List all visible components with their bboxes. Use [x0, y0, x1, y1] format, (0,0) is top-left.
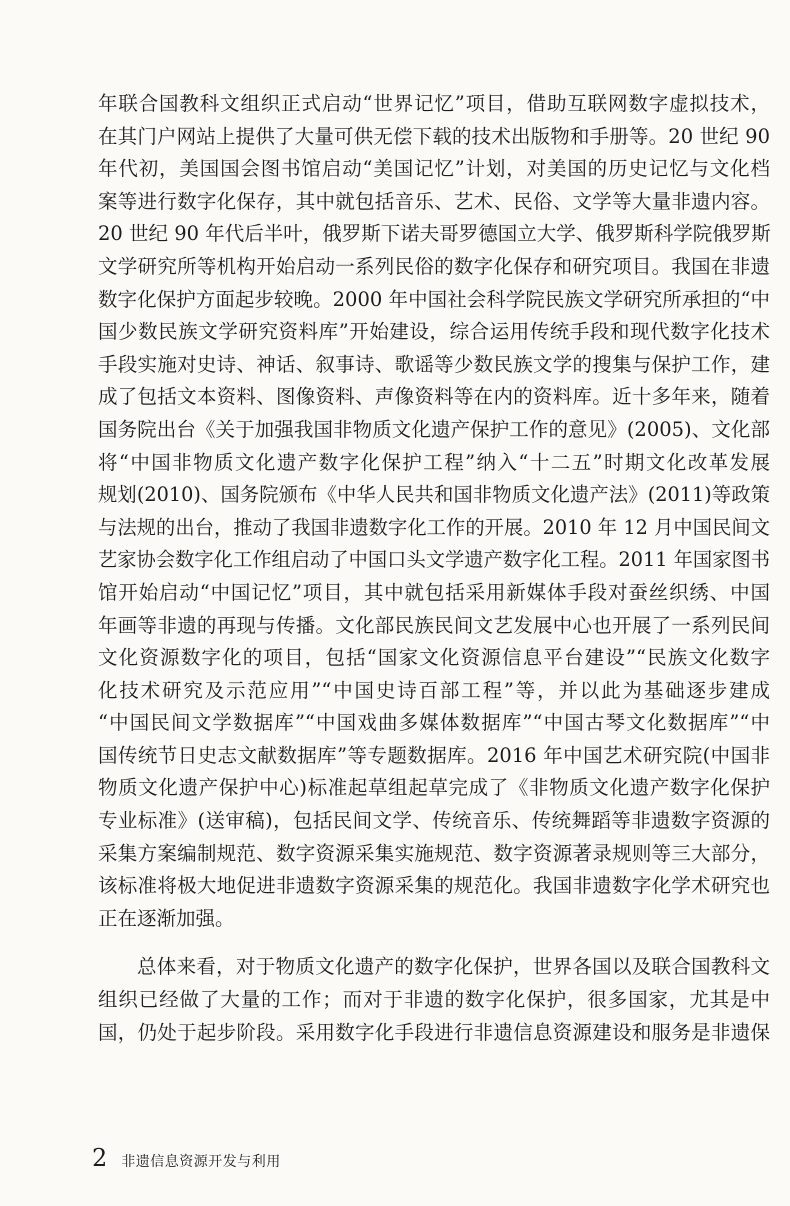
text-line: 总体来看，对于物质文化遗产的数字化保护，世界各国以及联合国教科文 [137, 955, 770, 979]
text-line: 规划(2010)、国务院颁布《中华人民共和国非物质文化遗产法》(2011)等政策 [98, 483, 770, 507]
text-line: 年画等非遗的再现与传播。文化部民族民间文艺发展中心也开展了一系列民间 [98, 613, 770, 637]
text-line: 年联合国教科文组织正式启动“世界记忆”项目，借助互联网数字虚拟技术， [98, 92, 770, 115]
text-line: 物质文化遗产保护中心)标准起草组起草完成了《非物质文化遗产数字化保护 [98, 776, 770, 800]
running-title: 非遗信息资源开发与利用 [121, 1154, 281, 1170]
text-line: 将“中国非物质文化遗产数字化保护工程”纳入“十二五”时期文化改革发展 [98, 450, 770, 474]
text-line: 年代初，美国国会图书馆启动“美国记忆”计划，对美国的历史记忆与文化档 [98, 157, 770, 181]
page-number: 2 [92, 1144, 108, 1172]
text-line: 在其门户网站上提供了大量可供无偿下载的技术出版物和手册等。20 世纪 90 [98, 124, 770, 148]
text-line: 国少数民族文学研究资料库”开始建设，综合运用传统手段和现代数字化技术 [98, 320, 770, 344]
text-line: 文学研究所等机构开始启动一系列民俗的数字化保存和研究项目。我国在非遗 [98, 254, 770, 278]
text-line: 手段实施对史诗、神话、叙事诗、歌谣等少数民族文学的搜集与保护工作，建 [98, 352, 770, 376]
text-line: 组织已经做了大量的工作；而对于非遗的数字化保护，很多国家，尤其是中 [98, 988, 770, 1012]
text-line: 与法规的出台，推动了我国非遗数字化工作的开展。2010 年 12 月中国民间文 [98, 515, 770, 539]
text-line: 国务院出台《关于加强我国非物质文化遗产保护工作的意见》(2005)、文化部 [98, 417, 770, 441]
text-line: 该标准将极大地促进非遗数字资源采集的规范化。我国非遗数字化学术研究也 [98, 874, 770, 898]
text-line: 化技术研究及示范应用”“中国史诗百部工程”等，并以此为基础逐步建成 [98, 678, 770, 702]
paragraph-1 [98, 88, 770, 935]
text-line: 艺家协会数字化工作组启动了中国口头文学遗产数字化工程。2011 年国家图书 [98, 548, 770, 572]
text-line: 采集方案编制规范、数字资源采集实施规范、数字资源著录规则等三大部分， [98, 841, 770, 865]
text-line: 20 世纪 90 年代后半叶，俄罗斯下诺夫哥罗德国立大学、俄罗斯科学院俄罗斯 [98, 222, 771, 246]
text-line: 案等进行数字化保存，其中就包括音乐、艺术、民俗、文学等大量非遗内容。 [98, 189, 770, 213]
text-line: 文化资源数字化的项目，包括“国家文化资源信息平台建设”“民族文化数字 [98, 646, 770, 670]
text-line: 国传统节日史志文献数据库”等专题数据库。2016 年中国艺术研究院(中国非 [98, 743, 770, 767]
body-text [98, 88, 770, 1049]
paragraph-2 [98, 951, 770, 1049]
text-line: 专业标准》(送审稿)，包括民间文学、传统音乐、传统舞蹈等非遗数字资源的 [98, 809, 770, 833]
text-line: 数字化保护方面起步较晚。2000 年中国社会科学院民族文学研究所承担的“中 [98, 287, 770, 311]
text-line: 正在逐渐加强。 [98, 906, 235, 930]
page-footer [92, 1144, 281, 1172]
text-line: 国，仍处于起步阶段。采用数字化手段进行非遗信息资源建设和服务是非遗保 [98, 1020, 770, 1044]
text-line: “中国民间文学数据库”“中国戏曲多媒体数据库”“中国古琴文化数据库”“中 [98, 711, 770, 735]
text-line: 成了包括文本资料、图像资料、声像资料等在内的资料库。近十多年来，随着 [98, 385, 770, 409]
paragraph-spacer [98, 935, 770, 951]
text-line: 馆开始启动“中国记忆”项目，其中就包括采用新媒体手段对蚕丝织绣、中国 [98, 580, 770, 604]
